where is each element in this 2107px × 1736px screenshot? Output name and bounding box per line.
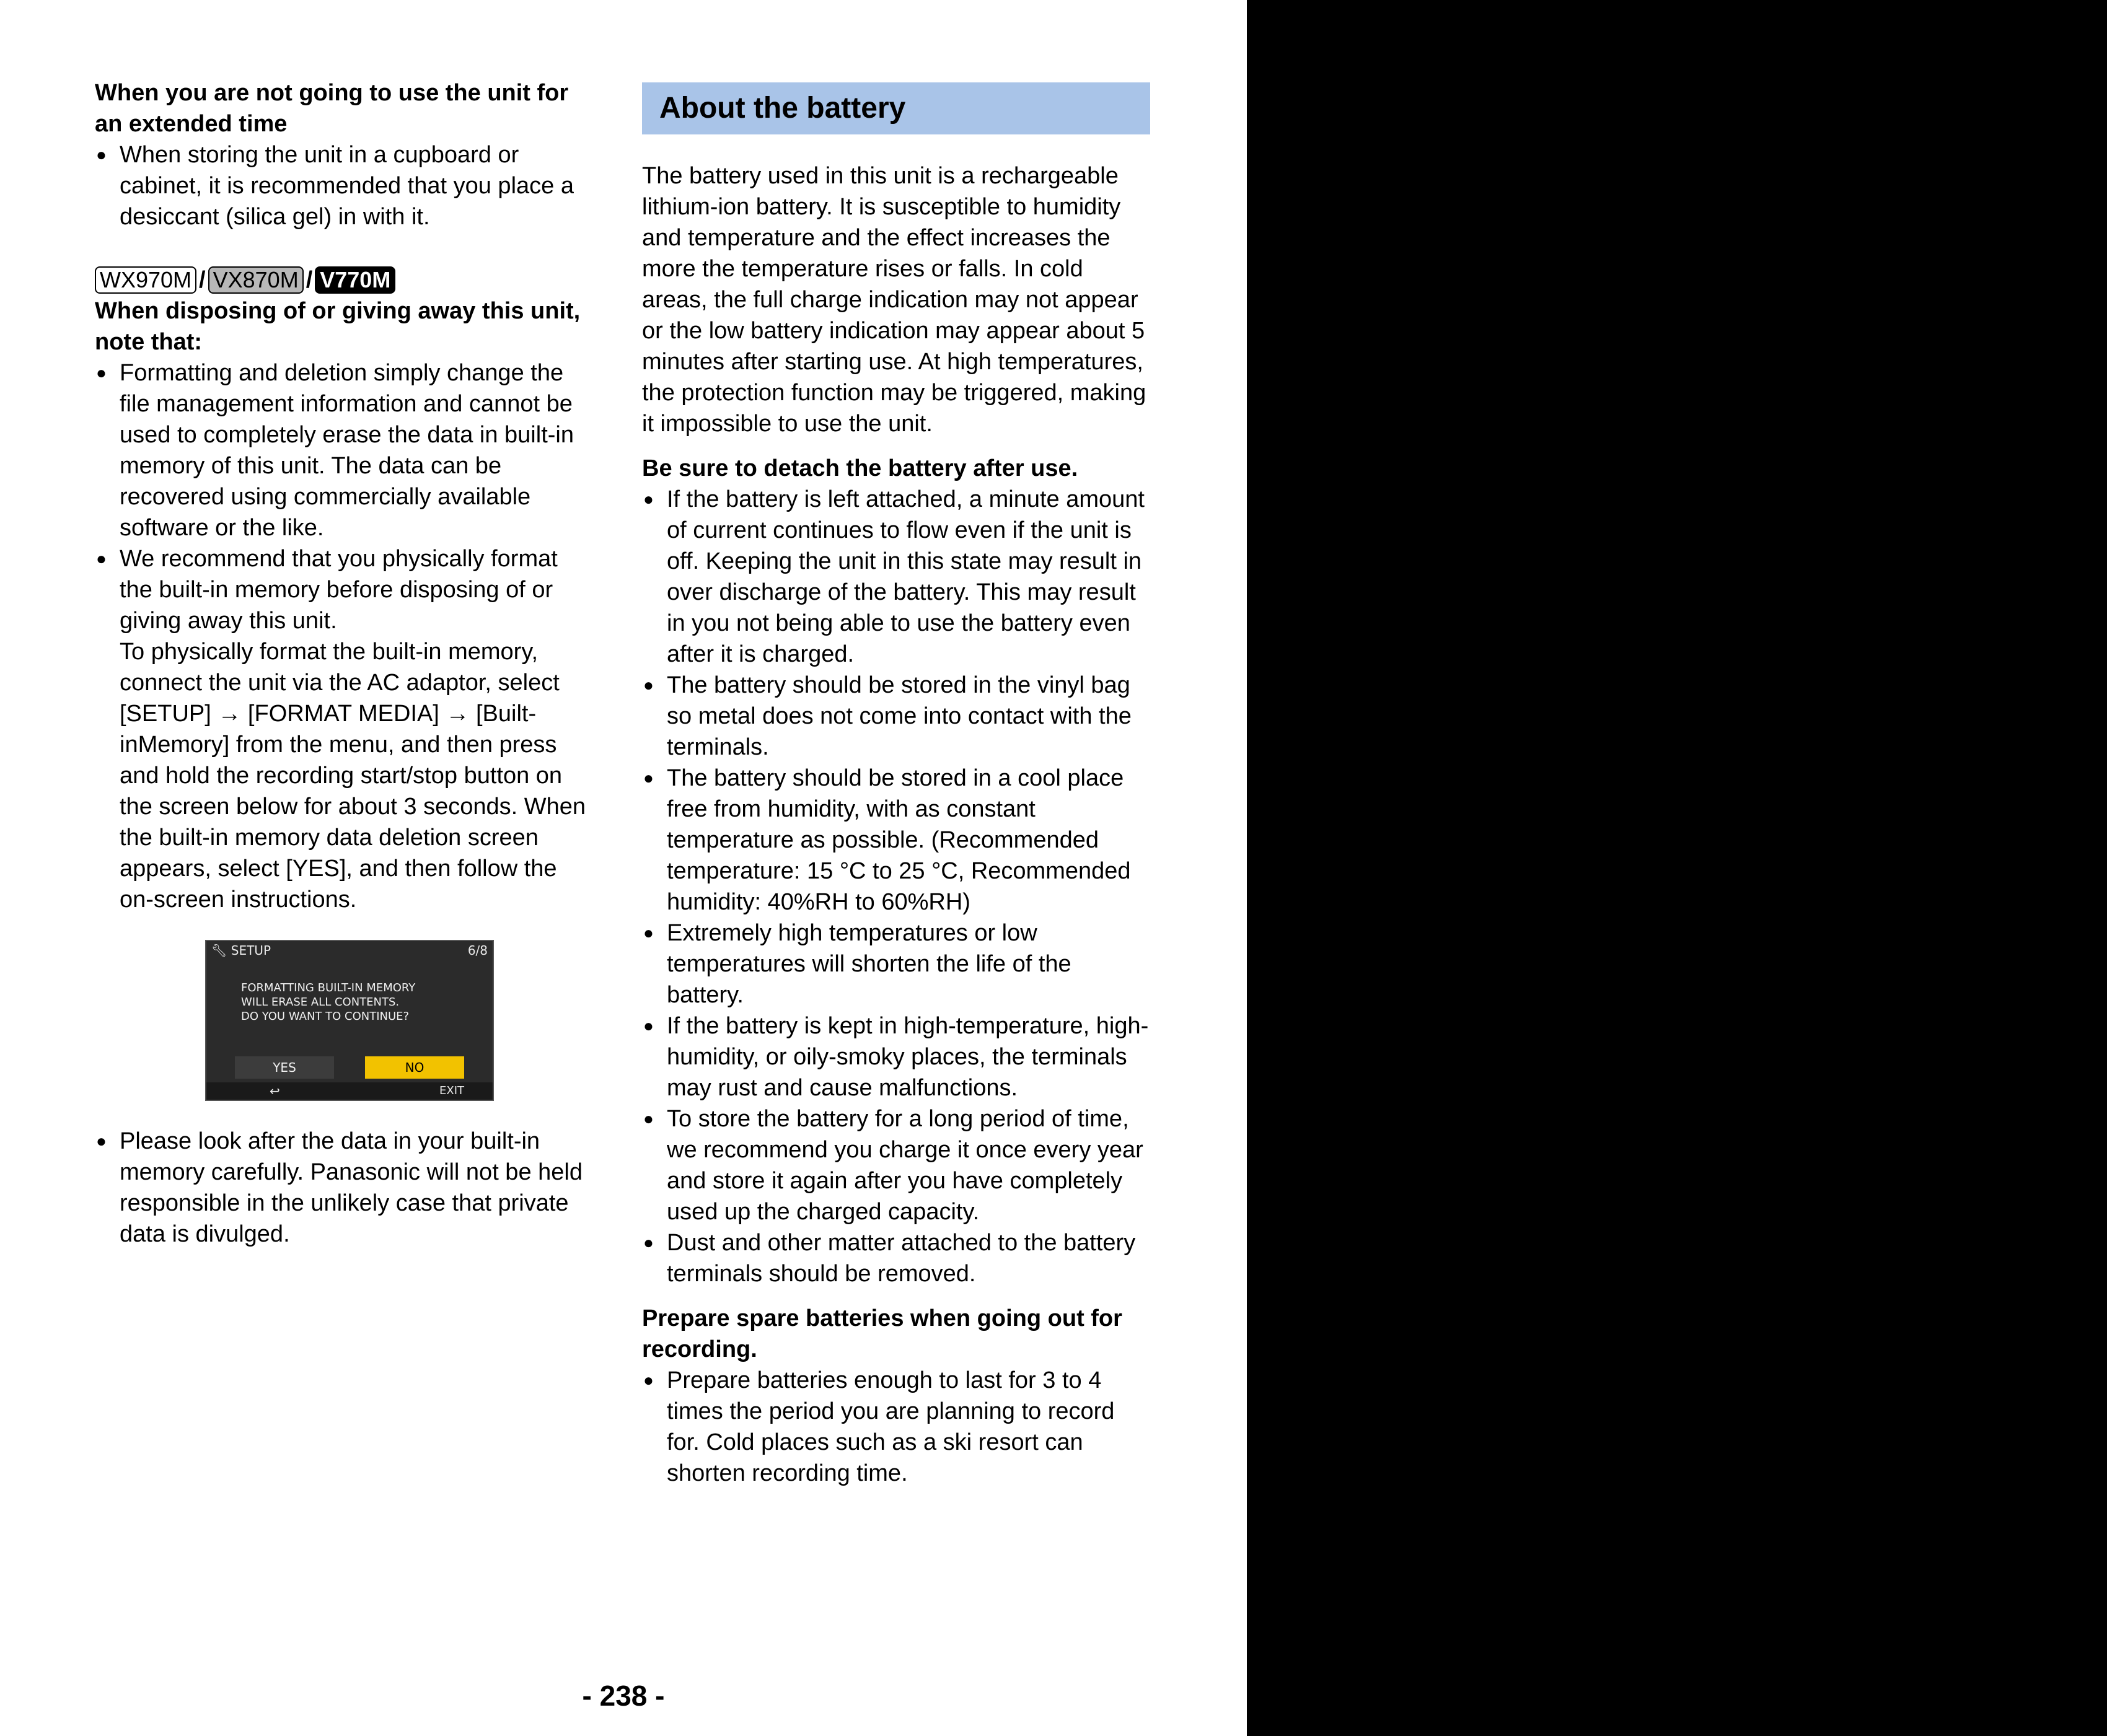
yes-button: YES bbox=[235, 1056, 334, 1079]
bullet-text: Dust and other matter attached to the battery terminals should be removed. bbox=[667, 1230, 1136, 1287]
bullet-text: When storing the unit in a cupboard or cabinet, it is recommended that you place a desiccant (silica gel) in with it. bbox=[120, 142, 574, 230]
list-item bbox=[642, 918, 1150, 1010]
detach-bullet-list bbox=[642, 484, 1150, 1289]
wrench-icon: 🔧︎ bbox=[211, 943, 227, 958]
format-warning-dialog bbox=[241, 981, 452, 1024]
model-badge-vx870m: VX870M bbox=[208, 266, 304, 294]
bullet-icon: ● bbox=[643, 1233, 654, 1252]
bullet-icon: ● bbox=[643, 768, 654, 787]
list-item bbox=[642, 1365, 1150, 1489]
model-separator: / bbox=[199, 267, 206, 293]
list-item bbox=[95, 139, 597, 232]
list-item bbox=[95, 357, 597, 543]
bullet-text: Extremely high temperatures or low temperatures will shorten the life of the battery. bbox=[667, 920, 1071, 1008]
bullet-text: We recommend that you physically format the built-in memory before disposing of or giving away this unit. bbox=[120, 546, 558, 634]
page-number: - 238 - bbox=[582, 1680, 665, 1712]
model-badges bbox=[95, 265, 597, 296]
spare-heading: Prepare spare batteries when going out for recording. bbox=[642, 1305, 1122, 1362]
bullet-text-continued: To physically format the built-in memory, connect the unit via the AC adaptor, select [SETUP] → [FORMAT MEDIA] → [Built-inMemory] from the menu, and then press and hold the recording start/stop button on the screen below for about 3 seconds. When the built-in memory data deletion screen appears, select [YES], and then follow the on-screen instructions. bbox=[120, 639, 586, 913]
bullet-icon: ● bbox=[96, 145, 107, 164]
detach-heading: Be sure to detach the battery after use. bbox=[642, 455, 1078, 481]
bullet-icon: ● bbox=[96, 1131, 107, 1151]
bullet-text: If the battery is left attached, a minute amount of current continues to flow even if the unit is off. Keeping the unit in this state may result in over discharge of the battery. This may result in you not being able to use the battery even after it is charged. bbox=[667, 486, 1145, 667]
bullet-icon: ● bbox=[643, 675, 654, 695]
disposal-bullet-list bbox=[95, 357, 597, 915]
battery-intro: The battery used in this unit is a rechargeable lithium-ion battery. It is susceptible to humidity and temperature and the effect increases the more the temperature rises or falls. In cold areas, the full charge indication may not appear or the low battery indication may appear about 5 minutes after starting use. At high temperatures, the protection function may be triggered, making it impossible to use the unit. bbox=[642, 163, 1146, 437]
bullet-text: The battery should be stored in a cool place free from humidity, with as constant temperature as possible. (Recommended temperature: 15 °C to 25 °C, Recommended humidity: 40%RH to 60%RH) bbox=[667, 765, 1131, 915]
bullet-icon: ● bbox=[96, 549, 107, 568]
storage-heading: When you are not going to use the unit for an extended time bbox=[95, 80, 569, 137]
bullet-icon: ● bbox=[643, 923, 654, 942]
bullet-icon: ● bbox=[96, 363, 107, 382]
bullet-text: Prepare batteries enough to last for 3 to 4 times the period you are planning to record for. Cold places such as a ski resort can shorten recording time. bbox=[667, 1367, 1115, 1486]
bullet-text: If the battery is kept in high-temperature, high-humidity, or oily-smoky places, the terminals may rust and cause malfunctions. bbox=[667, 1013, 1149, 1101]
model-badge-wx970m: WX970M bbox=[95, 266, 196, 294]
setup-menu-title: 🔧︎ SETUP bbox=[211, 943, 271, 958]
bullet-text: To store the battery for a long period of time, we recommend you charge it once every year and store it again after you have completely used up the charged capacity. bbox=[667, 1106, 1143, 1225]
bullet-text: The battery should be stored in the vinyl bag so metal does not come into contact with the terminals. bbox=[667, 672, 1132, 760]
bullet-icon: ● bbox=[643, 1370, 654, 1390]
back-icon: ↩ bbox=[270, 1084, 280, 1098]
list-item bbox=[642, 1010, 1150, 1103]
bullet-icon: ● bbox=[643, 1016, 654, 1035]
list-item bbox=[642, 1227, 1150, 1289]
list-item bbox=[642, 670, 1150, 763]
left-column bbox=[95, 77, 597, 1250]
right-black-band bbox=[1247, 0, 2107, 1736]
camera-screen-image bbox=[205, 940, 494, 1101]
page-indicator: 6/8 bbox=[467, 943, 488, 958]
model-separator: / bbox=[306, 267, 313, 293]
bullet-icon: ● bbox=[643, 489, 654, 509]
section-title: About the battery bbox=[642, 82, 1150, 134]
dialog-line: FORMATTING BUILT-IN MEMORY bbox=[241, 981, 416, 994]
no-button: NO bbox=[365, 1056, 464, 1079]
privacy-bullet-list bbox=[95, 1126, 597, 1250]
dialog-line: WILL ERASE ALL CONTENTS. bbox=[241, 996, 400, 1009]
right-column bbox=[642, 82, 1150, 1489]
bullet-text: Formatting and deletion simply change the file management information and cannot be used to completely erase the data in built-in memory of this unit. The data can be recovered using commercially available software or the like. bbox=[120, 360, 574, 541]
bullet-icon: ● bbox=[643, 1109, 654, 1128]
model-badge-v770m: V770M bbox=[315, 266, 395, 294]
list-item bbox=[95, 543, 597, 915]
dialog-line: DO YOU WANT TO CONTINUE? bbox=[241, 1010, 410, 1023]
list-item bbox=[95, 1126, 597, 1250]
disposal-heading: When disposing of or giving away this unit, note that: bbox=[95, 298, 581, 355]
storage-bullet-list bbox=[95, 139, 597, 232]
bullet-text: Please look after the data in your built-in memory carefully. Panasonic will not be held responsible in the unlikely case that private data is divulged. bbox=[120, 1128, 583, 1247]
spare-bullet-list bbox=[642, 1365, 1150, 1489]
list-item bbox=[642, 763, 1150, 918]
list-item bbox=[642, 1103, 1150, 1227]
list-item bbox=[642, 484, 1150, 670]
exit-label: EXIT bbox=[439, 1084, 465, 1097]
